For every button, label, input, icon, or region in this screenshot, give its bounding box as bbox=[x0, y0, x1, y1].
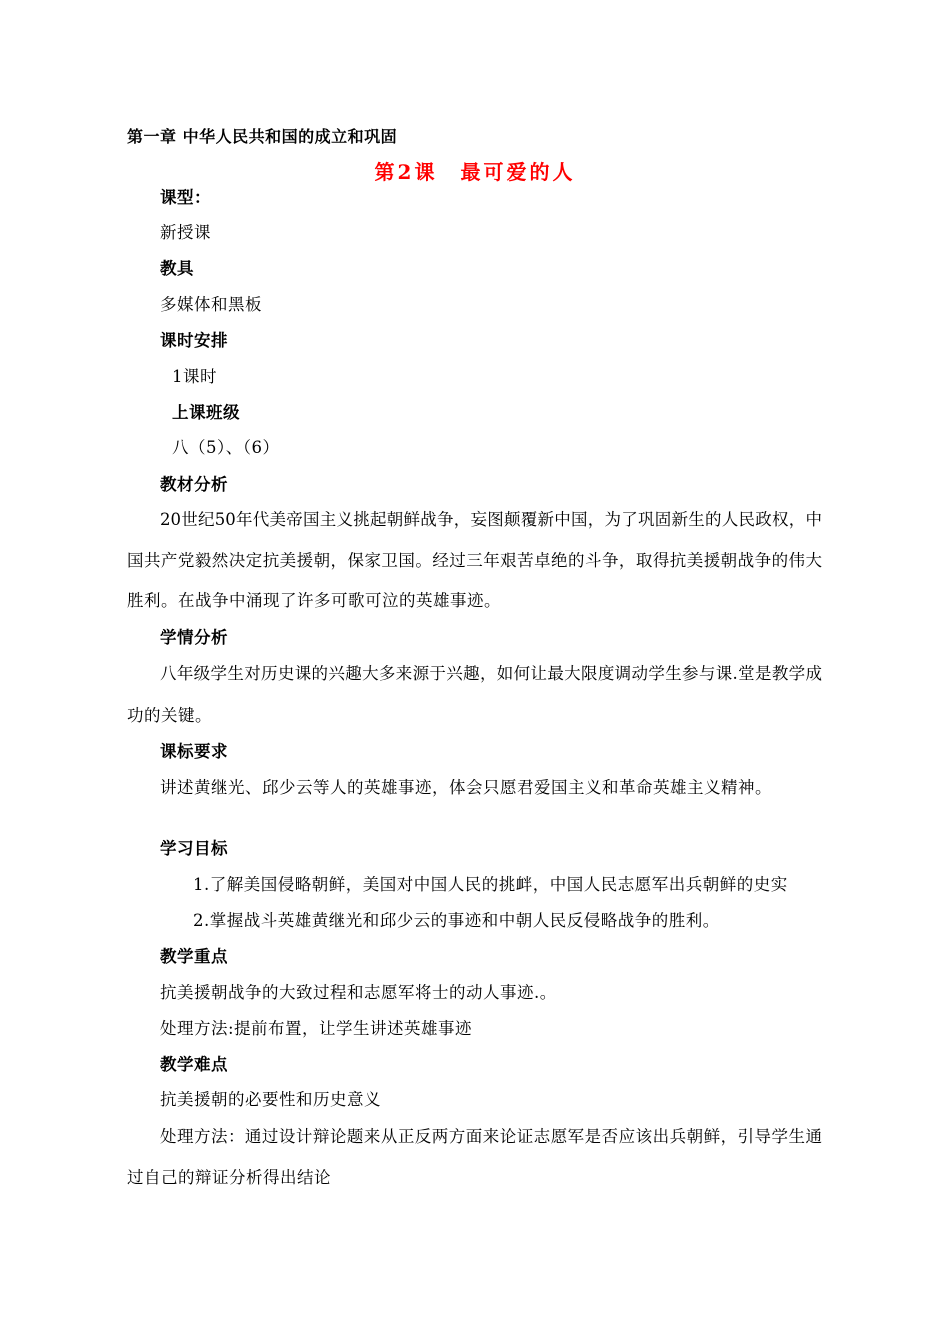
teaching-difficulties-line: 处理方法：通过设计辩论题来从正反两方面来论证志愿军是否应该出兵朝鲜，引导学生通 bbox=[160, 1127, 822, 1146]
teaching-difficulties-label: 教学难点 bbox=[160, 1055, 228, 1074]
material-analysis-line: 国共产党毅然决定抗美援朝，保家卫国。经过三年艰苦卓绝的斗争，取得抗美援朝战争的伟大 bbox=[127, 551, 822, 570]
student-analysis-line: 八年级学生对历史课的兴趣大多来源于兴趣，如何让最大限度调动学生参与课.堂是教学成 bbox=[160, 664, 822, 683]
material-analysis-line: 20世纪50年代美帝国主义挑起朝鲜战争，妄图颠覆新中国，为了巩固新生的人民政权，中 bbox=[160, 510, 822, 529]
learning-objective-item: 1.了解美国侵略朝鲜，美国对中国人民的挑衅，中国人民志愿军出兵朝鲜的史实 bbox=[193, 875, 788, 894]
teaching-key-points-label: 教学重点 bbox=[160, 947, 228, 966]
class-group-label: 上课班级 bbox=[172, 403, 240, 422]
curriculum-requirements-label: 课标要求 bbox=[160, 742, 228, 761]
course-type-value: 新授课 bbox=[160, 223, 211, 242]
teaching-aids-label: 教具 bbox=[160, 259, 194, 278]
material-analysis-line: 胜利。在战争中涌现了许多可歌可泣的英雄事迹。 bbox=[127, 591, 501, 610]
curriculum-requirements-line: 讲述黄继光、邱少云等人的英雄事迹，体会只愿君爱国主义和革命英雄主义精神。 bbox=[160, 778, 772, 797]
chapter-heading: 第一章 中华人民共和国的成立和巩固 bbox=[127, 127, 398, 146]
teaching-key-points-line: 抗美援朝战争的大致过程和志愿军将士的动人事迹.。 bbox=[160, 983, 557, 1002]
material-analysis-label: 教材分析 bbox=[160, 475, 228, 494]
class-group-value: 八（5）、（6） bbox=[172, 438, 280, 457]
student-analysis-label: 学情分析 bbox=[160, 628, 228, 647]
teaching-aids-value: 多媒体和黑板 bbox=[160, 295, 262, 314]
student-analysis-line: 功的关键。 bbox=[127, 706, 212, 725]
teaching-difficulties-line: 抗美援朝的必要性和历史意义 bbox=[160, 1090, 381, 1109]
teaching-difficulties-line: 过自己的辩证分析得出结论 bbox=[127, 1168, 331, 1187]
course-type-label: 课型： bbox=[160, 188, 211, 207]
schedule-label: 课时安排 bbox=[160, 331, 228, 350]
learning-objective-item: 2.掌握战斗英雄黄继光和邱少云的事迹和中朝人民反侵略战争的胜利。 bbox=[193, 911, 720, 930]
teaching-key-points-line: 处理方法:提前布置，让学生讲述英雄事迹 bbox=[160, 1019, 473, 1038]
learning-objectives-label: 学习目标 bbox=[160, 839, 228, 858]
schedule-value: 1课时 bbox=[172, 367, 217, 386]
lesson-title: 第2课 最可爱的人 bbox=[374, 160, 576, 184]
